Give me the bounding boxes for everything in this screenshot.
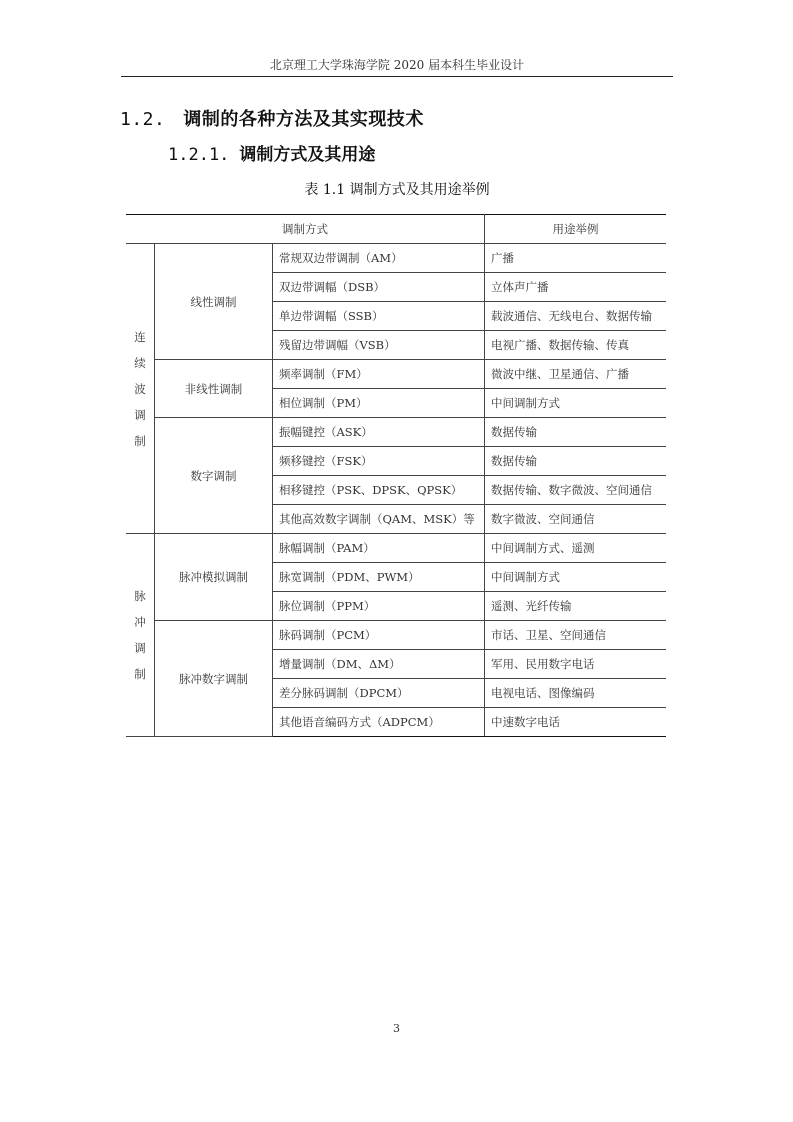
- use-cell: 微波中继、卫星通信、广播: [485, 360, 667, 389]
- use-cell: 广播: [485, 244, 667, 273]
- method-cell: 脉码调制（PCM）: [273, 621, 485, 650]
- group-pulse-analog: 脉冲模拟调制: [155, 534, 273, 621]
- category-pulse: 脉冲调制: [126, 534, 155, 737]
- use-cell: 载波通信、无线电台、数据传输: [485, 302, 667, 331]
- group-digital: 数字调制: [155, 418, 273, 534]
- method-cell: 差分脉码调制（DPCM）: [273, 679, 485, 708]
- header-rule: [121, 76, 673, 77]
- section-title: 调制的各种方法及其实现技术: [183, 109, 424, 130]
- method-cell: 振幅键控（ASK）: [273, 418, 485, 447]
- table-row: [126, 534, 666, 563]
- method-cell: 频移键控（FSK）: [273, 447, 485, 476]
- page-number: 3: [393, 1022, 400, 1035]
- method-cell: 其他高效数字调制（QAM、MSK）等: [273, 505, 485, 534]
- method-cell: 双边带调幅（DSB）: [273, 273, 485, 302]
- category-continuous-wave: 连续波调制: [126, 244, 155, 534]
- use-cell: 立体声广播: [485, 273, 667, 302]
- section-number: 1.2.: [120, 109, 166, 130]
- use-cell: 中间调制方式、遥测: [485, 534, 667, 563]
- use-cell: 军用、民用数字电话: [485, 650, 667, 679]
- table-row: [126, 360, 666, 389]
- method-cell: 脉位调制（PPM）: [273, 592, 485, 621]
- use-cell: 数据传输: [485, 447, 667, 476]
- method-cell: 增量调制（DM、ΔM）: [273, 650, 485, 679]
- table-row: [126, 621, 666, 650]
- method-cell: 脉宽调制（PDM、PWM）: [273, 563, 485, 592]
- method-cell: 其他语音编码方式（ADPCM）: [273, 708, 485, 737]
- table-row: [126, 418, 666, 447]
- subsection-number: 1.2.1.: [168, 145, 230, 165]
- method-cell: 残留边带调幅（VSB）: [273, 331, 485, 360]
- use-cell: 数据传输、数字微波、空间通信: [485, 476, 667, 505]
- subsection-title: 调制方式及其用途: [239, 145, 376, 165]
- page-header: 北京理工大学珠海学院 2020 届本科生毕业设计: [269, 58, 525, 72]
- table-header-row: [126, 215, 666, 244]
- group-pulse-digital: 脉冲数字调制: [155, 621, 273, 737]
- method-cell: 脉幅调制（PAM）: [273, 534, 485, 563]
- table-row: [126, 244, 666, 273]
- header-method: 调制方式: [126, 215, 485, 244]
- section-heading: [120, 105, 424, 131]
- method-cell: 相移键控（PSK、DPSK、QPSK）: [273, 476, 485, 505]
- method-cell: 频率调制（FM）: [273, 360, 485, 389]
- group-nonlinear: 非线性调制: [155, 360, 273, 418]
- method-cell: 常规双边带调制（AM）: [273, 244, 485, 273]
- use-cell: 电视电话、图像编码: [485, 679, 667, 708]
- header-use: 用途举例: [485, 215, 667, 244]
- use-cell: 市话、卫星、空间通信: [485, 621, 667, 650]
- modulation-table: [126, 214, 666, 737]
- subsection-heading: [168, 140, 375, 165]
- use-cell: 中间调制方式: [485, 563, 667, 592]
- table-caption: 表 1.1 调制方式及其用途举例: [304, 182, 490, 198]
- group-linear: 线性调制: [155, 244, 273, 360]
- use-cell: 中速数字电话: [485, 708, 667, 737]
- use-cell: 数字微波、空间通信: [485, 505, 667, 534]
- use-cell: 电视广播、数据传输、传真: [485, 331, 667, 360]
- method-cell: 相位调制（PM）: [273, 389, 485, 418]
- use-cell: 遥测、光纤传输: [485, 592, 667, 621]
- use-cell: 数据传输: [485, 418, 667, 447]
- method-cell: 单边带调幅（SSB）: [273, 302, 485, 331]
- use-cell: 中间调制方式: [485, 389, 667, 418]
